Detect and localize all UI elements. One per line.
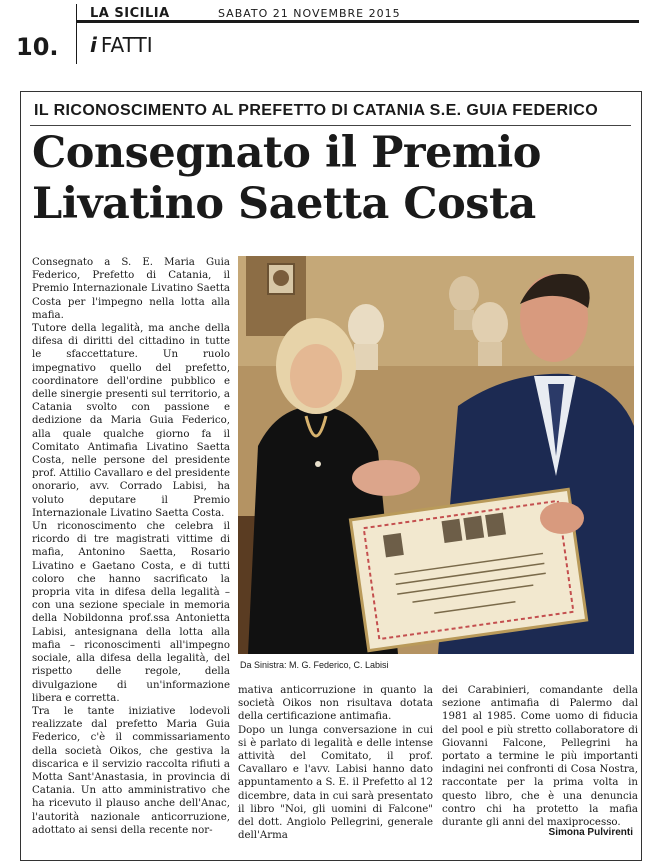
kicker-rule bbox=[30, 125, 631, 126]
newspaper-name: LA SICILIA bbox=[90, 6, 170, 21]
article-byline: Simona Pulvirenti bbox=[548, 827, 633, 838]
paragraph: mativa anticorruzione in quanto la società Oikos non risultava dotata della certificazione antimafia. bbox=[238, 685, 433, 723]
paragraph: dei Carabinieri, comandante della sezione antimafia di Palermo dal 1981 al 1985. Come uomo di fiducia del pool e più stretto collaboratore di Giovanni Falcone, Pellegrini ha portato a termine le più importanti indagini nei confronti di Cosa Nostra, raccontate per la prima volta in questo libro, che è una denuncia contro chi ha protetto la mafia durante gli anni del maxiprocesso. bbox=[442, 685, 638, 829]
article-column-1 bbox=[32, 256, 230, 837]
paragraph: Un riconoscimento che celebra il ricordo di tre magistrati vittime di mafia, Antonino Saetta, Rosario Livatino e Gaetano Costa, e di tutti coloro che hanno sacrificato la propria vita in difesa della legalità – con una sezione speciale in memoria della Nobildonna prof.ssa Antonietta Labisi, antesignana della lotta alla mafia – riconoscimenti all'impegno sociale, alla difesa della legalità, del rispetto delle regole, della divulgazione di un'informazione libera e corretta. bbox=[32, 521, 230, 704]
article-kicker: IL RICONOSCIMENTO AL PREFETTO DI CATANIA S.E. GUIA FEDERICO bbox=[34, 102, 599, 119]
paragraph: Tra le tante iniziative lodevoli realizzate dal prefetto Maria Guia Federico, c'è il commissariamento della società Oikos, che gestiva la discarica e il servizio raccolta rifiuti a Motta Sant'Anastasia, in provincia di Catania. Un atto amministrativo che ha ricevuto il plauso anche dell'Anac, l'autorità nazionale anticorruzione, adottato ai sensi della recente nor- bbox=[32, 705, 230, 836]
masthead-divider bbox=[76, 4, 77, 64]
page-number: 10. bbox=[16, 33, 59, 61]
masthead bbox=[0, 0, 655, 70]
article-headline: Consegnato il Premio Livatino Saetta Costa bbox=[32, 128, 541, 229]
section-name: FATTI bbox=[100, 33, 153, 57]
photo-caption: Da Sinistra: M. G. Federico, C. Labisi bbox=[240, 660, 389, 670]
paragraph: Dopo un lunga conversazione in cui si è parlato di legalità e delle intense attività del Comitato, il prof. Cavallaro e l'avv. Labisi hanno dato appuntamento a S. E. il Prefetto al 12 dicembre, data in cui sarà presentato il libro "Noi, gli uomini di Falcone" del dott. Angiolo Pellegrini, generale dell'Arma bbox=[238, 724, 433, 842]
issue-date: SABATO 21 NOVEMBRE 2015 bbox=[218, 7, 401, 20]
article-column-3 bbox=[442, 684, 638, 829]
section-prefix: i bbox=[90, 33, 97, 57]
paragraph: Consegnato a S. E. Maria Guia Federico, Prefetto di Catania, il Premio Internazionale Livatino Saetta Costa per l'impegno nella lotta alla mafia. bbox=[32, 257, 230, 321]
section-title bbox=[90, 33, 153, 57]
article-column-2 bbox=[238, 684, 433, 842]
article-photo bbox=[238, 256, 634, 654]
photo-illustration bbox=[238, 256, 634, 654]
paragraph: Tutore della legalità, ma anche della difesa di diritti del cittadino in tutte le sfaccettature. Un ruolo impegnativo quello del prefetto, coordinatore dell'ordine pubblico e delle sinergie presenti sul territorio, a Catania svolto con passione e dedizione da Maria Guia Federico, alla quale qualche giorno fa il Comitato Antimafia Livatino Saetta Costa, nelle persone del presidente prof. Attilio Cavallaro e del presidente onorario, avv. Corrado Labisi, ha voluto deputare il Premio Internazionale Livatino Saetta Costa. bbox=[32, 323, 230, 519]
